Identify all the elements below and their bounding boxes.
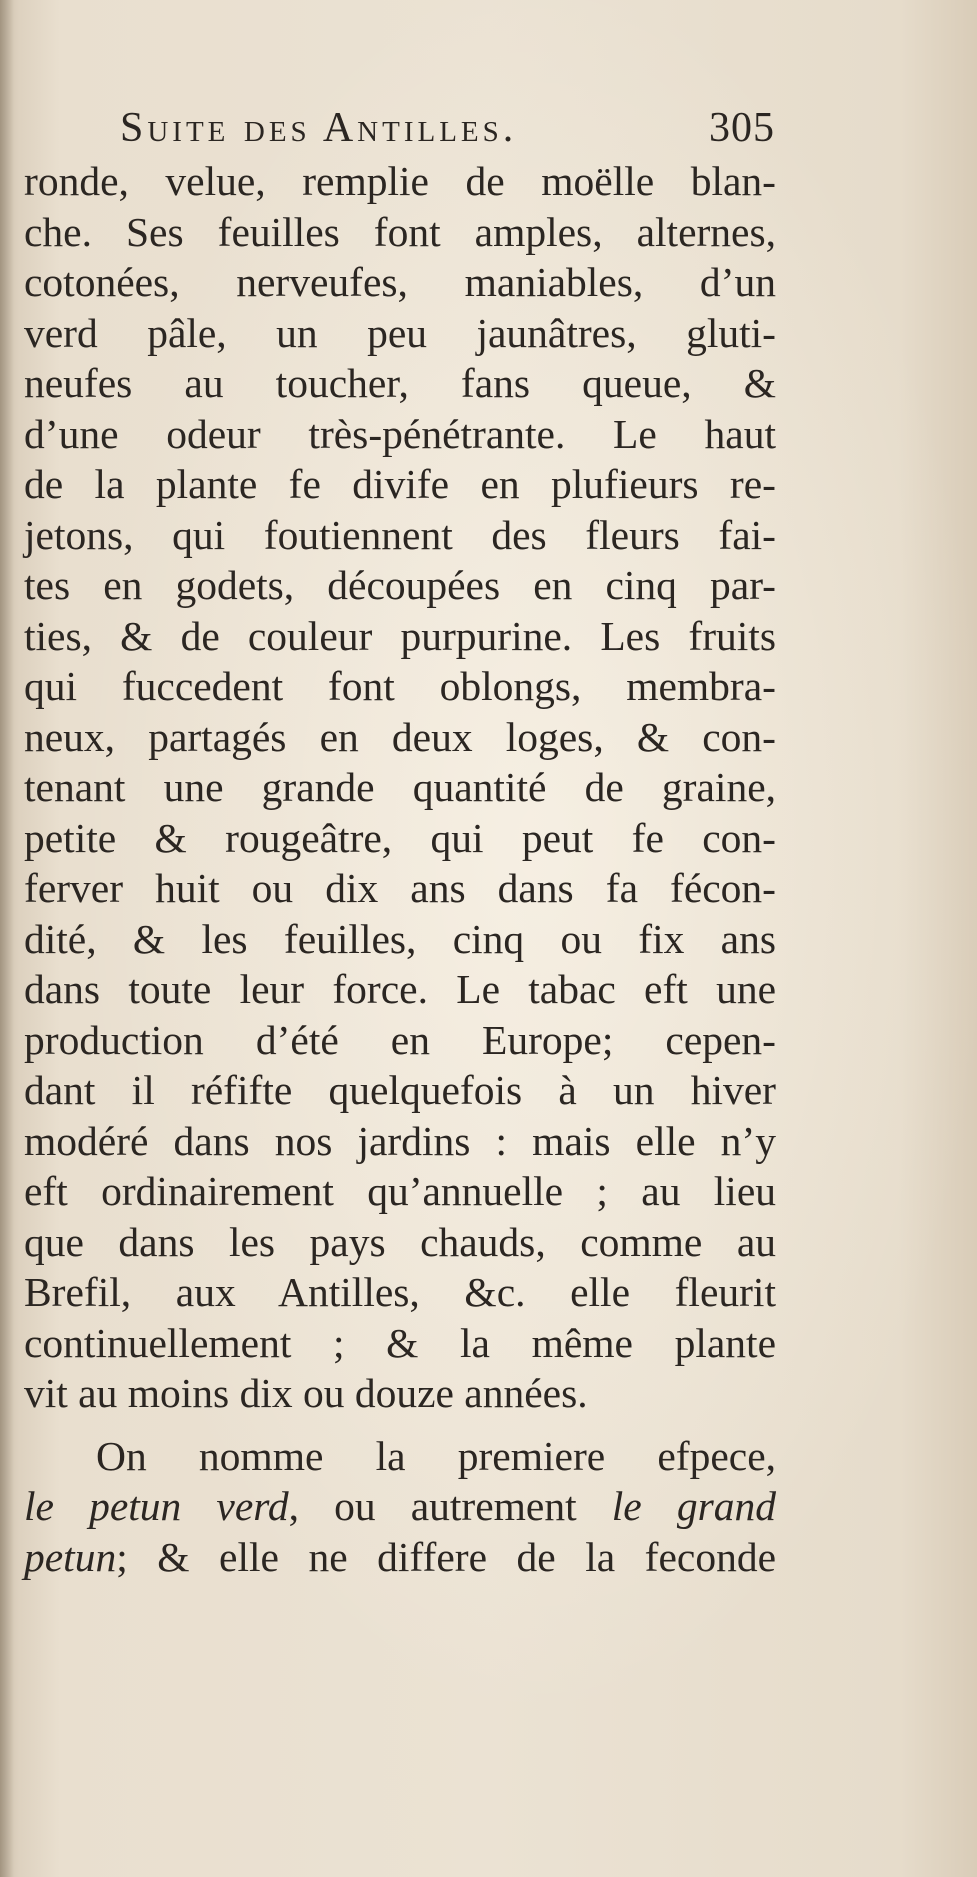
text-line: eft ordinairement qu’annuelle ; au lieu bbox=[24, 1168, 776, 1214]
text-line: continuellement ; & la même plante bbox=[24, 1319, 776, 1366]
italic-term: petun bbox=[24, 1533, 117, 1580]
text-line: che. Ses feuilles font amples, alternes, bbox=[24, 208, 776, 255]
text-line: ties, & de couleur purpurine. Les fruits bbox=[24, 612, 776, 659]
text-line: cotonées, nerveufes, maniables, d’un bbox=[24, 259, 776, 305]
text-line: dant il réfifte quelquefois à un hiver bbox=[24, 1067, 776, 1113]
gutter-shadow bbox=[0, 0, 14, 1877]
text-line: dans toute leur force. Le tabac eft une bbox=[24, 966, 776, 1012]
text-line: jetons, qui foutiennent des fleurs fai- bbox=[24, 511, 776, 558]
text-line: neufes au toucher, fans queue, & bbox=[24, 360, 776, 406]
text-line: verd pâle, un peu jaunâtres, gluti- bbox=[24, 309, 776, 356]
text-line: ferver huit ou dix ans dans fa fécon- bbox=[24, 865, 776, 911]
text-run: ; & elle ne differe de la feconde bbox=[116, 1533, 776, 1580]
text-line: production d’été en Europe; cepen- bbox=[24, 1016, 776, 1063]
text-line: petite & rougeâtre, qui peut fe con- bbox=[24, 814, 776, 861]
text-line: On nomme la premiere efpece, bbox=[96, 1432, 776, 1479]
page-number: 305 bbox=[709, 105, 775, 151]
text-line: modéré dans nos jardins : mais elle n’y bbox=[24, 1117, 776, 1164]
text-line: vit au moins dix ou douze années. bbox=[24, 1370, 588, 1416]
text-line: d’une odeur très-pénétrante. Le haut bbox=[24, 410, 776, 457]
paragraph-2 bbox=[24, 1431, 776, 1583]
text-line: neux, partagés en deux loges, & con- bbox=[24, 713, 776, 760]
paragraph-1 bbox=[24, 156, 776, 1419]
body-text bbox=[24, 156, 776, 1582]
text-line: dité, & les feuilles, cinq ou fix ans bbox=[24, 915, 776, 962]
text-line: qui fuccedent font oblongs, membra- bbox=[24, 663, 776, 709]
paragraph-gap bbox=[24, 1419, 776, 1431]
text-run: , ou autrement bbox=[288, 1483, 612, 1529]
text-line: Brefil, aux Antilles, &c. elle fleurit bbox=[24, 1269, 776, 1315]
text-line bbox=[24, 1481, 776, 1532]
running-head-title: Suite des Antilles. bbox=[120, 105, 518, 151]
text-line: de la plante fe divife en plufieurs re- bbox=[24, 461, 776, 507]
italic-term: le grand bbox=[611, 1483, 776, 1529]
italic-term: le petun verd bbox=[24, 1483, 289, 1529]
text-line: tenant une grande quantité de graine, bbox=[24, 764, 776, 810]
text-line: que dans les pays chauds, comme au bbox=[24, 1218, 776, 1265]
running-head bbox=[120, 100, 775, 156]
text-line bbox=[24, 1532, 776, 1583]
text-line: ronde, velue, remplie de moëlle blan- bbox=[24, 158, 776, 204]
text-line: tes en godets, découpées en cinq par- bbox=[24, 562, 776, 608]
